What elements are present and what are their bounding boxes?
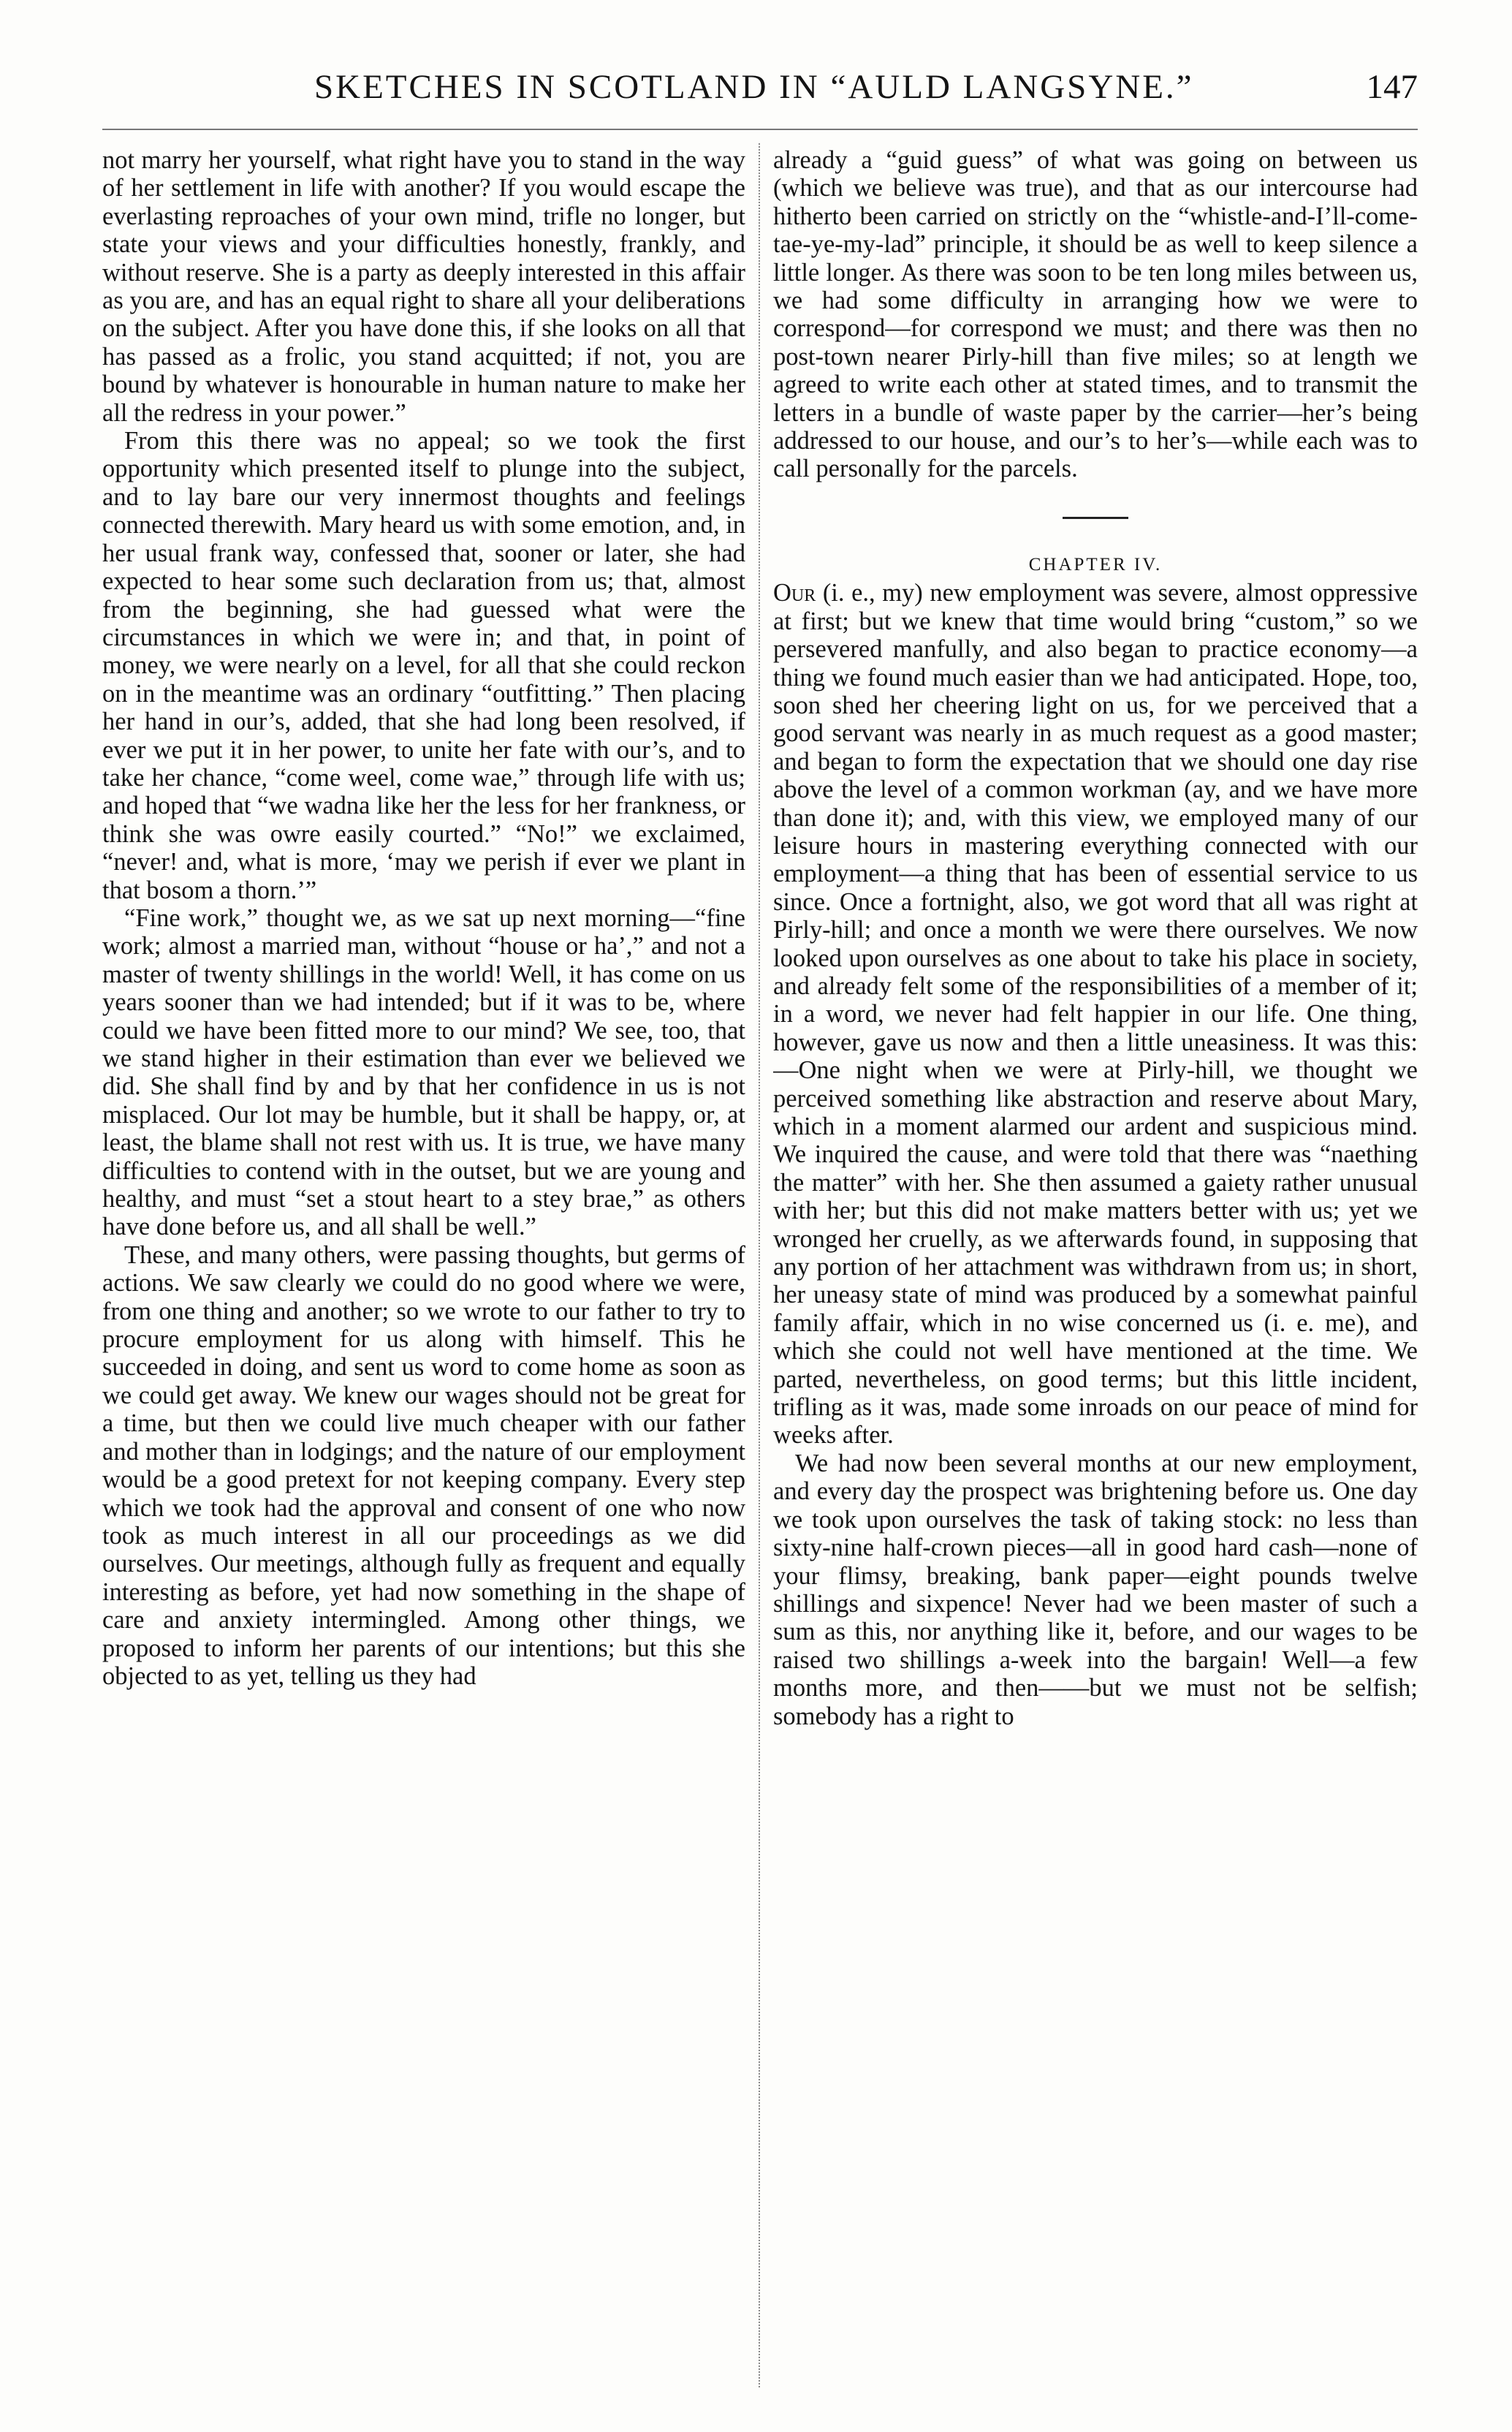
paragraph: These, and many others, were passing thoughts, but germs of actions. We saw clearly we could do no good where we were, from one thing and another; so we wrote to our father to try to procure employment for us along with himself. This he succeeded in doing, and sent us word to come home as soon as we could get away. We knew our wages should not be great for a time, but then we could live much cheaper with our father and mother than in lodgings; and the nature of our employment would be a good pretext for not keeping company. Every step which we took had the approval and consent of one who now took as much interest in all our proceedings as we did ourselves. Our meetings, although fully as frequent and equally interesting as before, yet had now something in the shape of care and anxiety intermingled. Among other things, we proposed to inform her parents of our intentions; but this she objected to as yet, telling us they had xyxy=(102,1240,745,1690)
paragraph: already a “guid guess” of what was going on between us (which we believe was true), and that as our intercourse had hitherto been carried on strictly on the “whistle-and-I’ll-come-tae-ye-my-lad” principle, it should be as well to keep silence a little longer. As there was soon to be ten long miles between us, we had some difficulty in arranging how we were to correspond—for correspond we must; and there was then no post-town nearer Pirly-hill than five miles; so at length we agreed to write each other at stated times, and to transmit the letters in a bundle of waste paper by the carrier—her’s being addressed to our house, and our’s to her’s—while each was to call personally for the parcels. xyxy=(773,146,1418,483)
chapter-lead-word: Our xyxy=(773,579,816,607)
paragraph: not marry her yourself, what right have you to stand in the way of her settlement in life with another? If you would escape the everlasting reproaches of your own mind, trifle no longer, but state your views and your difficulties honestly, frankly, and without reserve. She is a party as deeply interested in this affair as you are, and has an equal right to share all your deliberations on the subject. After you have done this, if she looks on all that has passed as a frolic, you stand acquitted; if not, you are bound by whatever is honourable in human nature to make her all the redress in your power.” xyxy=(102,146,745,427)
chapter-opening-text: (i. e., my) new employment was severe, almost oppressive at first; but we knew that time would bring “custom,” so we persevered manfully, and also began to practice economy—a thing we found much easier than we had anticipated. Hope, too, soon shed her cheering light on us, for we perceived that a good servant was nearly in as much request as a good master; and began to form the expectation that we should one day rise above the level of a common workman (ay, and we have more than done it); and, with this view, we employed many of our leisure hours in mastering everything connected with our employment—a thing that has been of essential service to us since. Once a fortnight, also, we got word that all was right at Pirly-hill; and once a month we were there ourselves. We now looked upon ourselves as one about to take his place in society, and already felt some of the responsibilities of a member of it; in a word, we never had felt happier in our life. One thing, however, gave us now and then a little uneasiness. It was this:—One night when we were at Pirly-hill, we thought we perceived something like abstraction and reserve about Mary, which in a moment alarmed our ardent and suspicious mind. We inquired the cause, and were told that there was “naething the matter” with her. She then assumed a gaiety rather unusual with her; but this did not make matters better with us; yet we wronged her cruelly, as we afterwards found, in supposing that any portion of her attachment was withdrawn from us; in short, her uneasy state of mind was produced by a somewhat painful family affair, which in no wise concerned us (i. e. me), and which she could not well have mentioned at the time. We parted, nevertheless, on good terms; but this little incident, trifling as it was, made some inroads on our peace of mind for weeks after. xyxy=(773,579,1418,1450)
running-head xyxy=(102,67,1418,126)
paragraph: We had now been several months at our new employment, and every day the prospect was brightening before us. One day we took upon ourselves the task of taking stock: no less than sixty-nine half-crown pieces—all in good hard cash—none of your flimsy, breaking, bank paper—eight pounds twelve shillings and sixpence! Never had we been master of such a sum as this, nor anything like it, before, and our wages to be raised two shillings a-week into the bargain! Well—a few months more, and then——but we must not be selfish; somebody has a right to xyxy=(773,1449,1418,1730)
section-break-rule xyxy=(1063,517,1128,519)
chapter-opening-paragraph xyxy=(773,579,1418,1450)
column-divider xyxy=(759,143,760,2387)
running-title: SKETCHES IN SCOTLAND IN “AULD LANGSYNE.” xyxy=(314,68,1194,106)
header-rule xyxy=(102,129,1418,130)
paragraph: “Fine work,” thought we, as we sat up next morning—“fine work; almost a married man, without “house or ha’,” and not a master of twenty shillings in the world! Well, it has come on us years sooner than we had intended; but if it was to be, where could we have been fitted more to our mind? We see, too, that we stand higher in their estimation than ever we believed we did. She shall find by and by that her confidence in us is not misplaced. Our lot may be humble, but it shall be happy, or, at least, the blame shall not rest with us. It is true, we have many difficulties to contend with in the outset, but we are young and healthy, and must “set a stout heart to a stey brae,” as others have done before us, and all shall be well.” xyxy=(102,904,745,1241)
page-number: 147 xyxy=(1366,68,1418,106)
left-column xyxy=(102,146,745,2390)
right-column xyxy=(773,146,1418,2390)
chapter-heading: CHAPTER IV. xyxy=(1028,554,1163,575)
paragraph: From this there was no appeal; so we took the first opportunity which presented itself to plunge into the subject, and to lay bare our very innermost thoughts and feelings connected therewith. Mary heard us with some emotion, and, in her usual frank way, confessed that, sooner or later, she had expected to hear some such declaration from us; that, almost from the beginning, she had guessed what were the circumstances in which we were in; and that, in point of money, we were nearly on a level, for all that she could reckon on in the meantime was an ordinary “outfitting.” Then placing her hand in our’s, added, that she had long been resolved, if ever we put it in her power, to unite her fate with our’s, and to take her chance, “come weel, come wae,” through life with us; and hoped that “we wadna like her the less for her frankness, or think she was owre easily courted.” “No!” we exclaimed, “never! and, what is more, ‘may we perish if ever we plant in that bosom a thorn.’” xyxy=(102,427,745,904)
